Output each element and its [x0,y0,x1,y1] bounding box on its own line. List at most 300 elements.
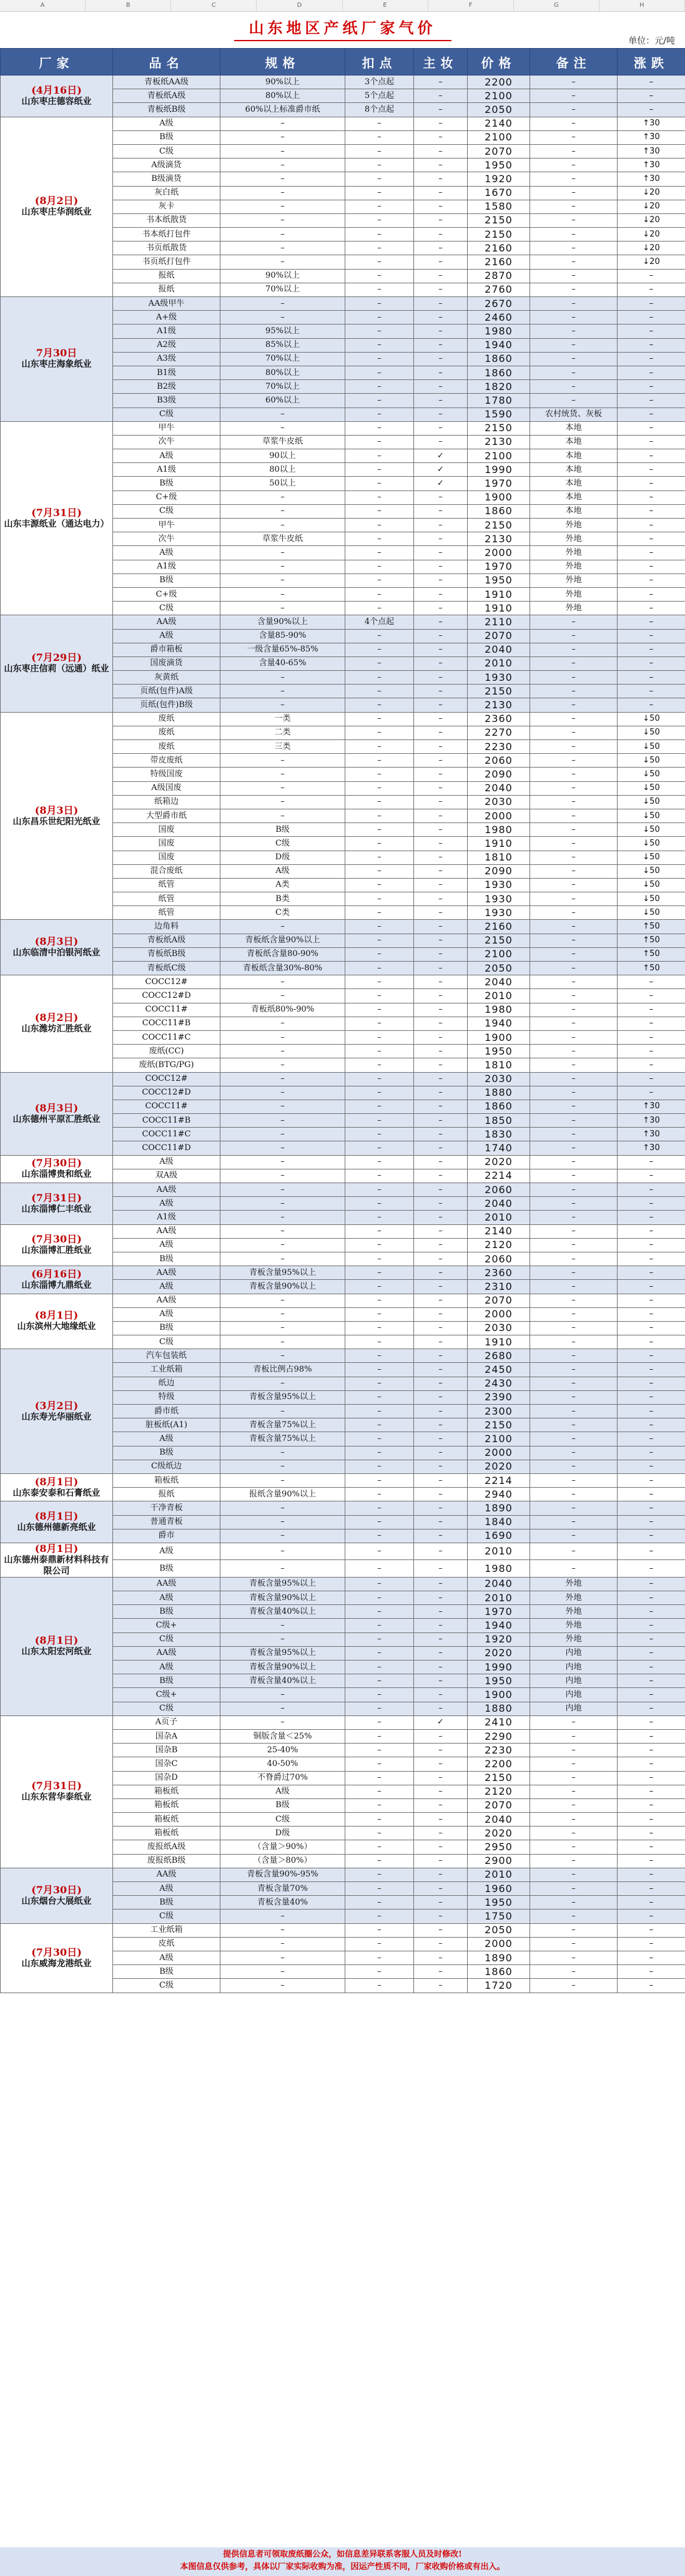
spec-cell: 二类 [220,726,345,739]
product-cell: 爵市纸 [113,1405,220,1418]
price-cell: 2360 [468,1266,530,1280]
price-cell: 2070 [468,1294,530,1307]
change-cell: – [618,1591,685,1605]
change-cell: – [618,1460,685,1473]
change-cell: ↓20 [618,242,685,255]
deduction-cell: – [345,1307,414,1321]
change-cell: – [618,1605,685,1619]
main-cell: – [414,421,468,435]
main-cell: – [414,213,468,227]
header-product: 品名 [113,49,220,76]
deduction-cell: – [345,1335,414,1349]
factory-cell [1,421,113,615]
change-cell: – [618,394,685,407]
remark-cell: – [530,1729,618,1743]
deduction-cell: – [345,546,414,560]
remark-cell: – [530,213,618,227]
deduction-cell: – [345,1294,414,1307]
product-cell: A页子 [113,1715,220,1729]
product-cell: C级 [113,407,220,421]
spec-cell: D级 [220,851,345,864]
factory-cell [1,712,113,920]
main-cell: ✓ [414,449,468,463]
main-cell: – [414,1280,468,1294]
price-cell: 2300 [468,1405,530,1418]
spec-cell: B类 [220,892,345,906]
deduction-cell: – [345,1605,414,1619]
factory-date: (8月1日) [34,1510,79,1523]
remark-cell: – [530,1798,618,1812]
price-cell: 1880 [468,1086,530,1100]
product-cell: 书本纸散货 [113,213,220,227]
price-cell: 1810 [468,851,530,864]
price-cell: 2214 [468,1169,530,1183]
table-row [1,975,685,989]
change-cell: – [618,76,685,89]
remark-cell: – [530,1266,618,1280]
remark-cell: – [530,1488,618,1501]
price-cell: 1860 [468,366,530,379]
product-cell: AA级 [113,1266,220,1280]
spec-cell: – [220,1460,345,1473]
spec-cell: – [220,1072,345,1086]
main-cell: – [414,228,468,242]
main-cell: – [414,1141,468,1155]
factory-date: (7月30日) [31,1883,82,1896]
product-cell: 废纸 [113,726,220,739]
deduction-cell: – [345,269,414,283]
spec-cell: 25-40% [220,1744,345,1757]
main-cell: – [414,643,468,656]
product-cell: 纸箱边 [113,795,220,809]
price-cell: 1940 [468,1619,530,1632]
price-cell: 1950 [468,1045,530,1058]
main-cell: – [414,324,468,338]
spec-cell: – [220,1632,345,1646]
deduction-cell: – [345,159,414,172]
deduction-cell: – [345,1529,414,1543]
remark-cell: – [530,1114,618,1128]
main-cell: – [414,311,468,324]
price-cell: 2000 [468,1937,530,1951]
change-cell: – [618,1017,685,1030]
spec-cell: 青板纸含量30%-80% [220,962,345,975]
factory-cell [1,76,113,117]
price-cell: 1990 [468,1661,530,1674]
deduction-cell: – [345,421,414,435]
product-cell: A级 [113,1543,220,1560]
deduction-cell: – [345,837,414,851]
price-cell: 2940 [468,1488,530,1501]
change-cell: – [618,1965,685,1979]
deduction-cell: – [345,1390,414,1404]
change-cell: – [618,1771,685,1785]
remark-cell: – [530,269,618,283]
column-letter[interactable]: F [428,0,514,11]
price-cell: 1780 [468,394,530,407]
remark-cell: – [530,837,618,851]
product-cell: B级 [113,1446,220,1460]
price-cell: 1720 [468,1979,530,1993]
change-cell: – [618,1446,685,1460]
spec-cell: C类 [220,906,345,920]
change-cell: – [618,380,685,394]
main-cell: – [414,671,468,685]
deduction-cell: – [345,781,414,795]
change-cell: – [618,989,685,1003]
price-cell: 2020 [468,1460,530,1473]
deduction-cell: – [345,1798,414,1812]
change-cell: ↓50 [618,851,685,864]
remark-cell: – [530,962,618,975]
main-cell: – [414,740,468,754]
deduction-cell: – [345,1169,414,1183]
deduction-cell: – [345,1183,414,1197]
remark-cell: – [530,1390,618,1404]
column-letter[interactable]: G [514,0,599,11]
spec-cell: – [220,573,345,587]
main-cell: – [414,864,468,878]
spec-cell: – [220,685,345,698]
change-cell: – [618,1349,685,1363]
main-cell: – [414,809,468,822]
factory-name: 山东威海龙港纸业 [21,1958,92,1969]
product-cell: A1级 [113,1211,220,1224]
deduction-cell: – [345,504,414,518]
remark-cell: 内地 [530,1702,618,1715]
change-cell: – [618,573,685,587]
remark-cell: – [530,1771,618,1785]
change-cell: – [618,1183,685,1197]
spec-cell: – [220,1294,345,1307]
factory-cell [1,117,113,296]
spec-cell: – [220,172,345,186]
column-letter[interactable]: E [343,0,428,11]
remark-cell: 内地 [530,1646,618,1660]
deduction-cell: – [345,1951,414,1964]
price-table [0,48,685,1993]
change-cell: – [618,656,685,670]
change-cell: – [618,1702,685,1715]
spec-cell: 草浆牛皮纸 [220,532,345,546]
main-cell: – [414,1868,468,1881]
spec-cell: – [220,1965,345,1979]
change-cell: – [618,1211,685,1224]
main-cell: – [414,1114,468,1128]
change-cell: – [618,324,685,338]
remark-cell: – [530,1058,618,1072]
product-cell: 干净青板 [113,1501,220,1515]
spec-cell: 70%以上 [220,352,345,366]
product-cell: 国杂D [113,1771,220,1785]
main-cell: – [414,144,468,158]
price-cell: 2100 [468,1432,530,1446]
price-cell: 2870 [468,269,530,283]
remark-cell: – [530,76,618,89]
main-cell: – [414,823,468,837]
deduction-cell: – [345,1100,414,1113]
change-cell: – [618,1937,685,1951]
spec-cell: – [220,242,345,255]
product-cell: 国杂B [113,1744,220,1757]
table-row [1,1868,685,1881]
deduction-cell: – [345,989,414,1003]
deduction-cell: – [345,1661,414,1674]
price-cell: 1860 [468,504,530,518]
main-cell: – [414,366,468,379]
price-cell: 1890 [468,1501,530,1515]
product-cell: B级 [113,1605,220,1619]
spec-cell: – [220,504,345,518]
spec-cell: – [220,1349,345,1363]
main-cell: ✓ [414,1715,468,1729]
remark-cell: – [530,1923,618,1937]
price-cell: 2030 [468,1072,530,1086]
column-letter[interactable]: B [86,0,171,11]
change-cell: ↓50 [618,712,685,726]
factory-date: (7月30日) [31,1233,82,1246]
product-cell: 青板纸B级 [113,103,220,117]
price-cell: 1900 [468,1030,530,1044]
deduction-cell: – [345,643,414,656]
price-cell: 1740 [468,1141,530,1155]
remark-cell: – [530,89,618,103]
price-cell: 2050 [468,1923,530,1937]
deduction-cell: 3个点起 [345,76,414,89]
price-cell: 1820 [468,380,530,394]
change-cell: – [618,1785,685,1798]
factory-name: 山东滨州大地缘纸业 [17,1322,96,1332]
deduction-cell: – [345,213,414,227]
factory-cell [1,1715,113,1868]
remark-cell: – [530,1072,618,1086]
product-cell: A级 [113,1197,220,1211]
factory-name: 山东德州泰鼎新材料科技有限公司 [4,1554,109,1576]
product-cell: 次牛 [113,532,220,546]
spec-cell: A级 [220,864,345,878]
main-cell: – [414,76,468,89]
header-change: 涨跌 [618,49,685,76]
main-cell: – [414,602,468,615]
product-cell: COCC11#C [113,1128,220,1141]
change-cell: ↑50 [618,947,685,961]
main-cell: – [414,1882,468,1896]
main-cell: – [414,1619,468,1632]
price-cell: 2030 [468,1321,530,1335]
remark-cell: – [530,311,618,324]
product-cell: A2级 [113,338,220,352]
product-cell: 国废滴货 [113,656,220,670]
change-cell: ↓50 [618,768,685,781]
product-cell: C级 [113,504,220,518]
spec-cell: 青板含量95%以上 [220,1266,345,1280]
product-cell: A级 [113,1432,220,1446]
column-letter[interactable]: C [171,0,257,11]
factory-cell [1,1543,113,1577]
remark-cell: – [530,1910,618,1923]
factory-name: 山东淄博汇胜纸业 [21,1246,92,1256]
change-cell: ↓50 [618,795,685,809]
product-cell: 报纸 [113,283,220,296]
factory-cell [1,1923,113,1993]
main-cell: – [414,1979,468,1993]
deduction-cell: – [345,1405,414,1418]
factory-date: (7月31日) [31,506,82,519]
remark-cell: – [530,851,618,864]
product-cell: AA级 [113,1646,220,1660]
change-cell: – [618,1896,685,1910]
price-cell: 2410 [468,1715,530,1729]
deduction-cell: – [345,740,414,754]
spec-cell: – [220,1702,345,1715]
remark-cell: – [530,726,618,739]
remark-cell: – [530,1757,618,1771]
spec-cell: 青板纸含量90%以上 [220,934,345,947]
product-cell: AA级 [113,1183,220,1197]
spec-cell: （含量＞90%） [220,1840,345,1854]
spec-cell: – [220,560,345,573]
product-cell: 箱板纸 [113,1813,220,1827]
product-cell: 青板纸AA级 [113,76,220,89]
change-cell: – [618,477,685,490]
remark-cell: – [530,754,618,768]
remark-cell: – [530,352,618,366]
main-cell: – [414,906,468,920]
main-cell: – [414,130,468,144]
factory-cell [1,1155,113,1183]
deduction-cell: – [345,1896,414,1910]
table-row [1,421,685,435]
remark-cell: – [530,242,618,255]
main-cell: – [414,1473,468,1487]
product-cell: COCC11#D [113,1141,220,1155]
product-cell: 书页纸打包件 [113,255,220,269]
product-cell: C级+ [113,1688,220,1702]
change-cell: – [618,1197,685,1211]
product-cell: A1级 [113,560,220,573]
factory-date: (7月30日) [31,1946,82,1958]
change-cell: – [618,1086,685,1100]
price-cell: 2150 [468,228,530,242]
column-letter[interactable]: D [257,0,342,11]
column-letter[interactable]: A [0,0,86,11]
spec-cell: – [220,1114,345,1128]
spec-cell: – [220,1169,345,1183]
deduction-cell: 5个点起 [345,89,414,103]
remark-cell: – [530,1211,618,1224]
main-cell: – [414,1488,468,1501]
spec-cell: – [220,1211,345,1224]
product-cell: 废纸 [113,740,220,754]
factory-date: (8月3日) [34,804,79,816]
spec-cell: 青板含量95%以上 [220,1646,345,1660]
main-cell: – [414,1335,468,1349]
product-cell: A级 [113,546,220,560]
header-factory: 厂家 [1,49,113,76]
remark-cell: – [530,324,618,338]
product-cell: 特级 [113,1390,220,1404]
change-cell: – [618,103,685,117]
footer-line-1: 提供信息者可领取废纸圈公众，如信息差异联系客服人员及时修改! [223,2550,462,2559]
remark-cell: – [530,671,618,685]
change-cell: ↑30 [618,1128,685,1141]
remark-cell: 本地 [530,463,618,477]
deduction-cell: – [345,1757,414,1771]
price-cell: 2100 [468,947,530,961]
deduction-cell: – [345,560,414,573]
price-cell: 2230 [468,740,530,754]
main-cell: – [414,186,468,200]
price-cell: 2090 [468,768,530,781]
main-cell: – [414,1086,468,1100]
main-cell: – [414,1321,468,1335]
change-cell: – [618,1488,685,1501]
main-cell: – [414,1729,468,1743]
remark-cell: 外地 [530,1632,618,1646]
change-cell: – [618,1854,685,1868]
main-cell: – [414,698,468,712]
product-cell: A级 [113,1951,220,1964]
remark-cell: – [530,920,618,934]
remark-cell: – [530,1501,618,1515]
change-cell: – [618,366,685,379]
factory-date: (8月1日) [34,1634,79,1647]
remark-cell: – [530,795,618,809]
deduction-cell: 8个点起 [345,103,414,117]
change-cell: ↓50 [618,781,685,795]
main-cell: – [414,435,468,449]
change-cell: ↑50 [618,934,685,947]
main-cell: – [414,947,468,961]
main-cell: – [414,1605,468,1619]
spec-cell: – [220,117,345,130]
factory-cell [1,975,113,1072]
product-cell: A级 [113,1238,220,1252]
deduction-cell: – [345,186,414,200]
change-cell: – [618,1827,685,1840]
spec-cell: – [220,1086,345,1100]
deduction-cell: – [345,1744,414,1757]
change-cell: – [618,546,685,560]
change-cell: – [618,1030,685,1044]
column-letter[interactable]: H [599,0,685,11]
product-cell: B级 [113,1560,220,1578]
price-cell: 2150 [468,213,530,227]
main-cell: – [414,1923,468,1937]
product-cell: A+级 [113,311,220,324]
remark-cell: – [530,1868,618,1881]
price-cell: 2000 [468,1446,530,1460]
change-cell: ↑30 [618,144,685,158]
price-cell: 2130 [468,435,530,449]
deduction-cell: – [345,532,414,546]
factory-name: 山东德州平原汇胜纸业 [12,1114,101,1125]
remark-cell: – [530,130,618,144]
remark-cell: – [530,1280,618,1294]
remark-cell: – [530,1045,618,1058]
price-cell: 2150 [468,519,530,532]
remark-cell: – [530,1017,618,1030]
table-row [1,117,685,130]
main-cell: – [414,1937,468,1951]
spec-cell: 90%以上 [220,269,345,283]
change-cell: – [618,602,685,615]
main-cell: – [414,380,468,394]
main-cell: – [414,1757,468,1771]
price-cell: 2040 [468,643,530,656]
deduction-cell: – [345,1224,414,1238]
deduction-cell: – [345,878,414,892]
